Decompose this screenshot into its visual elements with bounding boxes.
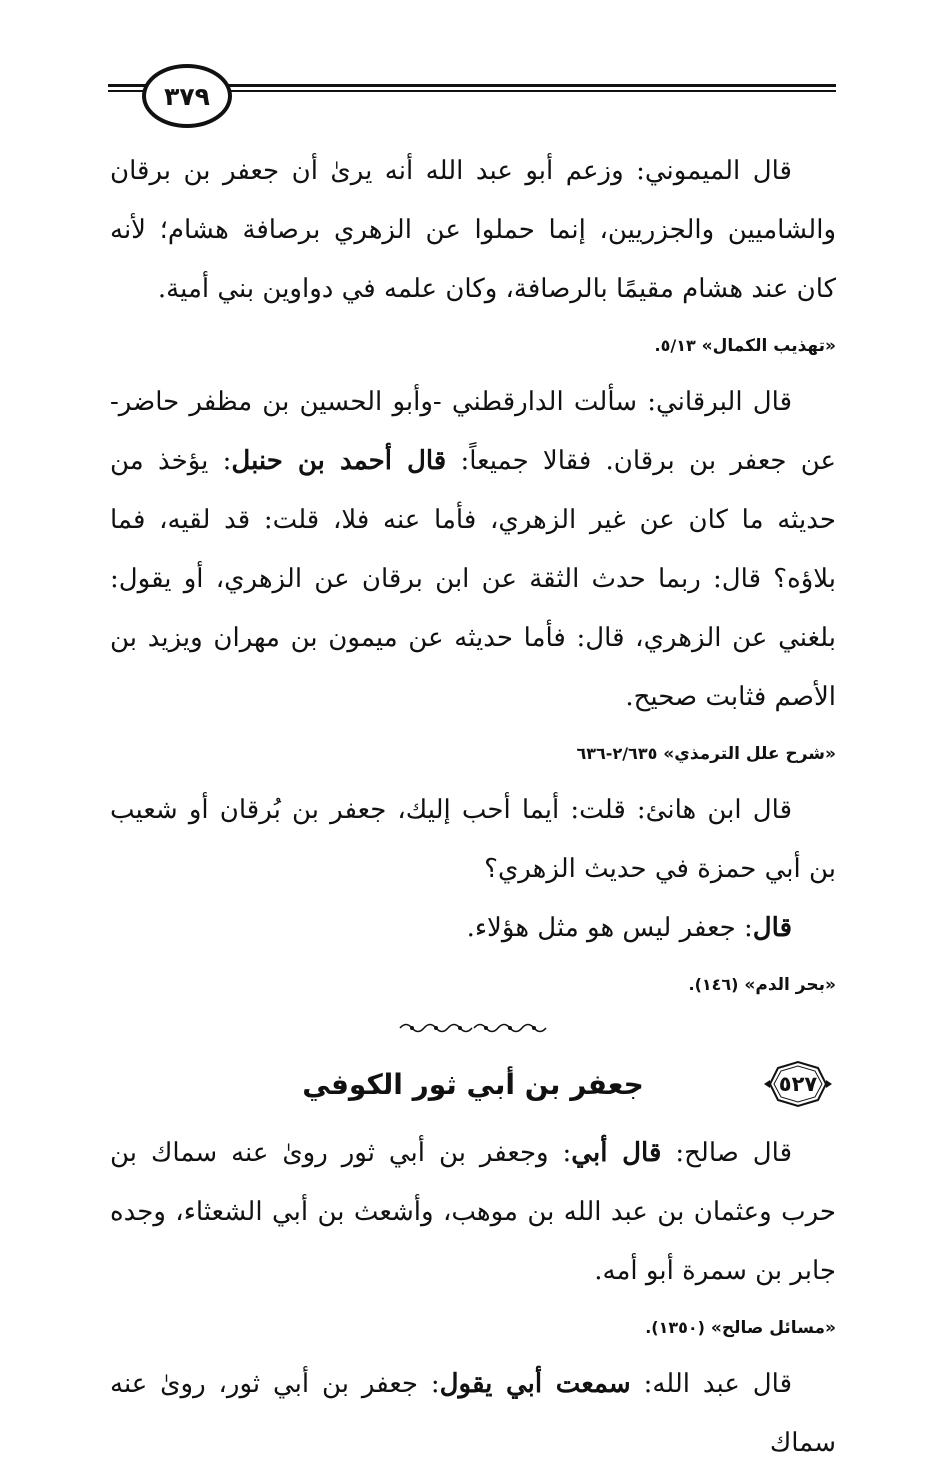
source-citation [110,741,836,767]
entry-number: ٥٢٧ [778,1072,818,1096]
paragraph-text: قال البرقاني: سألت الدارقطني -وأبو الحسين بن مظفر حاضر- عن جعفر بن برقان. فقالا جميعاً: [110,387,837,476]
source-citation [110,333,836,359]
paragraph-text: : وجعفر بن أبي ثور روىٰ عنه سماك بن حرب وعثمان بن عبد الله بن موهب، وأشعث بن أبي الشعثاء، وجده جابر بن سمرة أبو أمه. [110,1138,836,1286]
source-ref: (١٤٦). [688,975,739,994]
header-rule-right [212,84,836,96]
page-header [108,62,836,132]
source-name: «مسائل صالح» [710,1318,836,1338]
source-name: «شرح علل الترمذي» [663,744,836,764]
ornament-icon [398,1020,548,1036]
bold-phrase: قال أحمد بن حنبل [231,446,447,476]
bold-phrase: قال [752,913,792,943]
source-ref: ٢/٦٣٥-٦٣٦ [576,744,658,763]
source-ref: (١٣٥٠). [645,1318,705,1337]
source-name: «تهذيب الكمال» [701,336,836,356]
paragraph-text: قال ابن هانئ: قلت: أيما أحب إليك، جعفر بن بُرقان أو شعيب بن أبي حمزة في حديث الزهري؟ [110,795,836,884]
page-content [110,142,836,1473]
paragraph-salih [110,1124,836,1301]
source-citation [110,1315,836,1341]
source-ref: ٥/١٣. [654,336,696,355]
paragraph-maymuni [110,142,836,319]
paragraph-answer [110,899,836,958]
paragraph-ibn-hani [110,781,836,899]
source-name: «بحر الدم» [744,975,836,995]
page-number: ٣٧٩ [142,64,232,128]
bold-phrase: سمعت أبي يقول [439,1369,631,1399]
entry-title: جعفر بن أبي ثور الكوفي [302,1068,644,1101]
section-divider-ornament [110,1020,836,1038]
paragraph-text: : جعفر ليس هو مثل هؤلاء. [466,913,753,943]
paragraph-abdullah [110,1355,836,1473]
paragraph-text: : يؤخذ من حديثه ما كان عن غير الزهري، فأما عنه فلا، قلت: قد لقيه، فما بلاؤه؟ قال: ربما حدث الثقة عن ابن برقان عن الزهري، أو يقول: بلغني عن الزهري، قال: فأما حديثه عن ميمون بن مهران ويزيد بن الأصم فثابت صحيح. [110,446,836,712]
source-citation [110,972,836,998]
entry-heading [110,1058,836,1114]
entry-number-badge [760,1058,836,1110]
paragraph-text: قال صالح: [675,1138,793,1168]
paragraph-text: قال الميموني: وزعم أبو عبد الله أنه يرىٰ أن جعفر بن برقان والشاميين والجزريين، إنما حملوا عن الزهري برصافة هشام؛ لأنه كان عند هشام مقيمًا بالرصافة، وكان علمه في دواوين بني أمية. [110,156,836,304]
paragraph-text: قال عبد الله: [643,1369,793,1399]
paragraph-barqani [110,373,836,727]
bold-phrase: قال أبي [571,1138,662,1168]
paragraph-text: : جعفر بن أبي ثور، روىٰ عنه سماك [110,1369,836,1458]
